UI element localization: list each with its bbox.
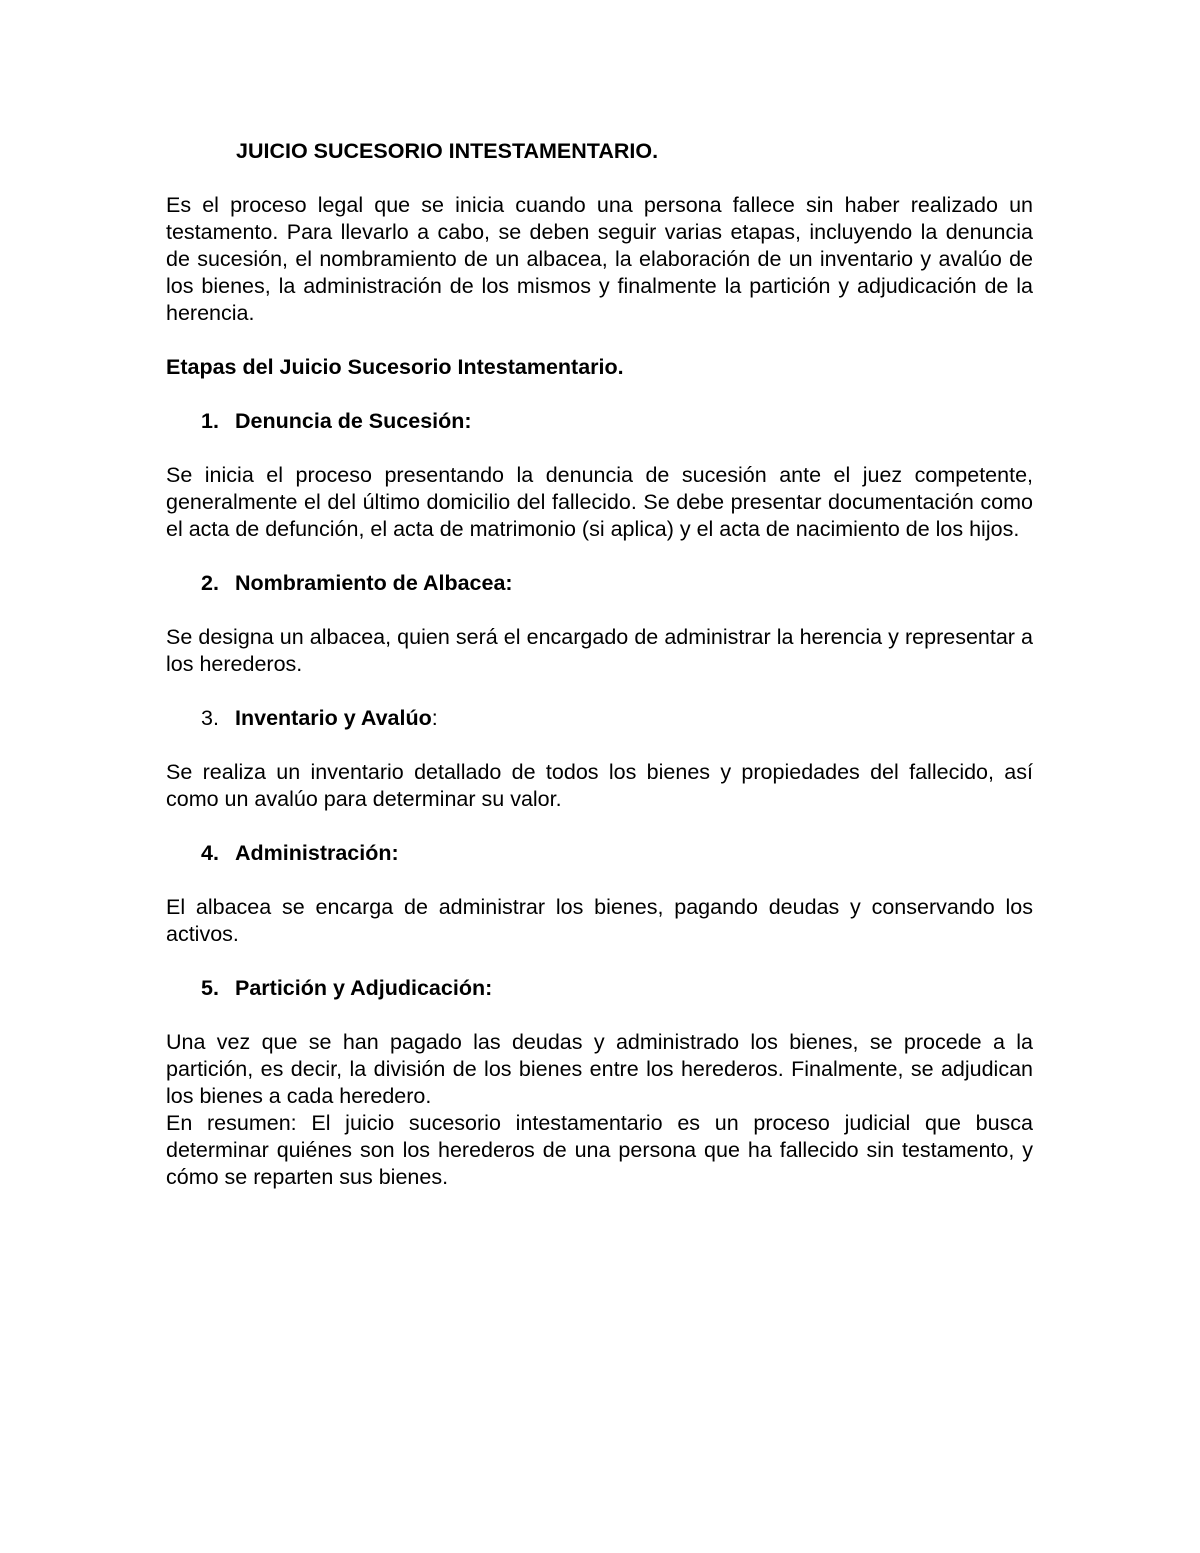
step-title-colon: :: [431, 706, 438, 730]
step-3-heading: [166, 705, 1033, 732]
step-number: 4.: [201, 841, 219, 865]
step-title: Denuncia de Sucesión:: [235, 409, 472, 433]
step-3-body: Se realiza un inventario detallado de todos los bienes y propiedades del fallecido, así como un avalúo para determinar su valor.: [166, 760, 1033, 811]
step-number: 2.: [201, 571, 219, 595]
step-number: 5.: [201, 976, 219, 1000]
document-title: JUICIO SUCESORIO INTESTAMENTARIO.: [236, 139, 659, 163]
step-title: Nombramiento de Albacea:: [235, 571, 513, 595]
step-2-heading: [166, 570, 1033, 597]
step-title: Inventario y Avalúo: [235, 706, 432, 730]
step-number: 3.: [201, 706, 219, 730]
document-body: [166, 138, 1033, 1218]
section-heading: Etapas del Juicio Sucesorio Intestamentario.: [166, 355, 624, 379]
step-1-heading: [166, 408, 1033, 435]
step-title: Partición y Adjudicación:: [235, 976, 493, 1000]
summary-paragraph: En resumen: El juicio sucesorio intestamentario es un proceso judicial que busca determinar quiénes son los herederos de una persona que ha fallecido sin testamento, y cómo se reparten sus bienes.: [166, 1111, 1033, 1189]
step-1-body: Se inicia el proceso presentando la denuncia de sucesión ante el juez competente, generalmente el del último domicilio del fallecido. Se debe presentar documentación como el acta de defunción, el acta de matrimonio (si aplica) y el acta de nacimiento de los hijos.: [166, 463, 1033, 541]
step-title-group: [235, 705, 438, 732]
intro-paragraph: Es el proceso legal que se inicia cuando una persona fallece sin haber realizado un testamento. Para llevarlo a cabo, se deben seguir varias etapas, incluyendo la denuncia de sucesión, el nombramiento de un albacea, la elaboración de un inventario y avalúo de los bienes, la administración de los mismos y finalmente la partición y adjudicación de la herencia.: [166, 193, 1033, 325]
step-title: Administración:: [235, 841, 399, 865]
step-5-heading: [166, 975, 1033, 1002]
step-number: 1.: [201, 409, 219, 433]
step-2-body: Se designa un albacea, quien será el encargado de administrar la herencia y representar a los herederos.: [166, 625, 1033, 676]
step-4-heading: [166, 840, 1033, 867]
step-4-body: El albacea se encarga de administrar los bienes, pagando deudas y conservando los activos.: [166, 895, 1033, 946]
step-5-body: Una vez que se han pagado las deudas y administrado los bienes, se procede a la partición, es decir, la división de los bienes entre los herederos. Finalmente, se adjudican los bienes a cada heredero.: [166, 1030, 1033, 1108]
